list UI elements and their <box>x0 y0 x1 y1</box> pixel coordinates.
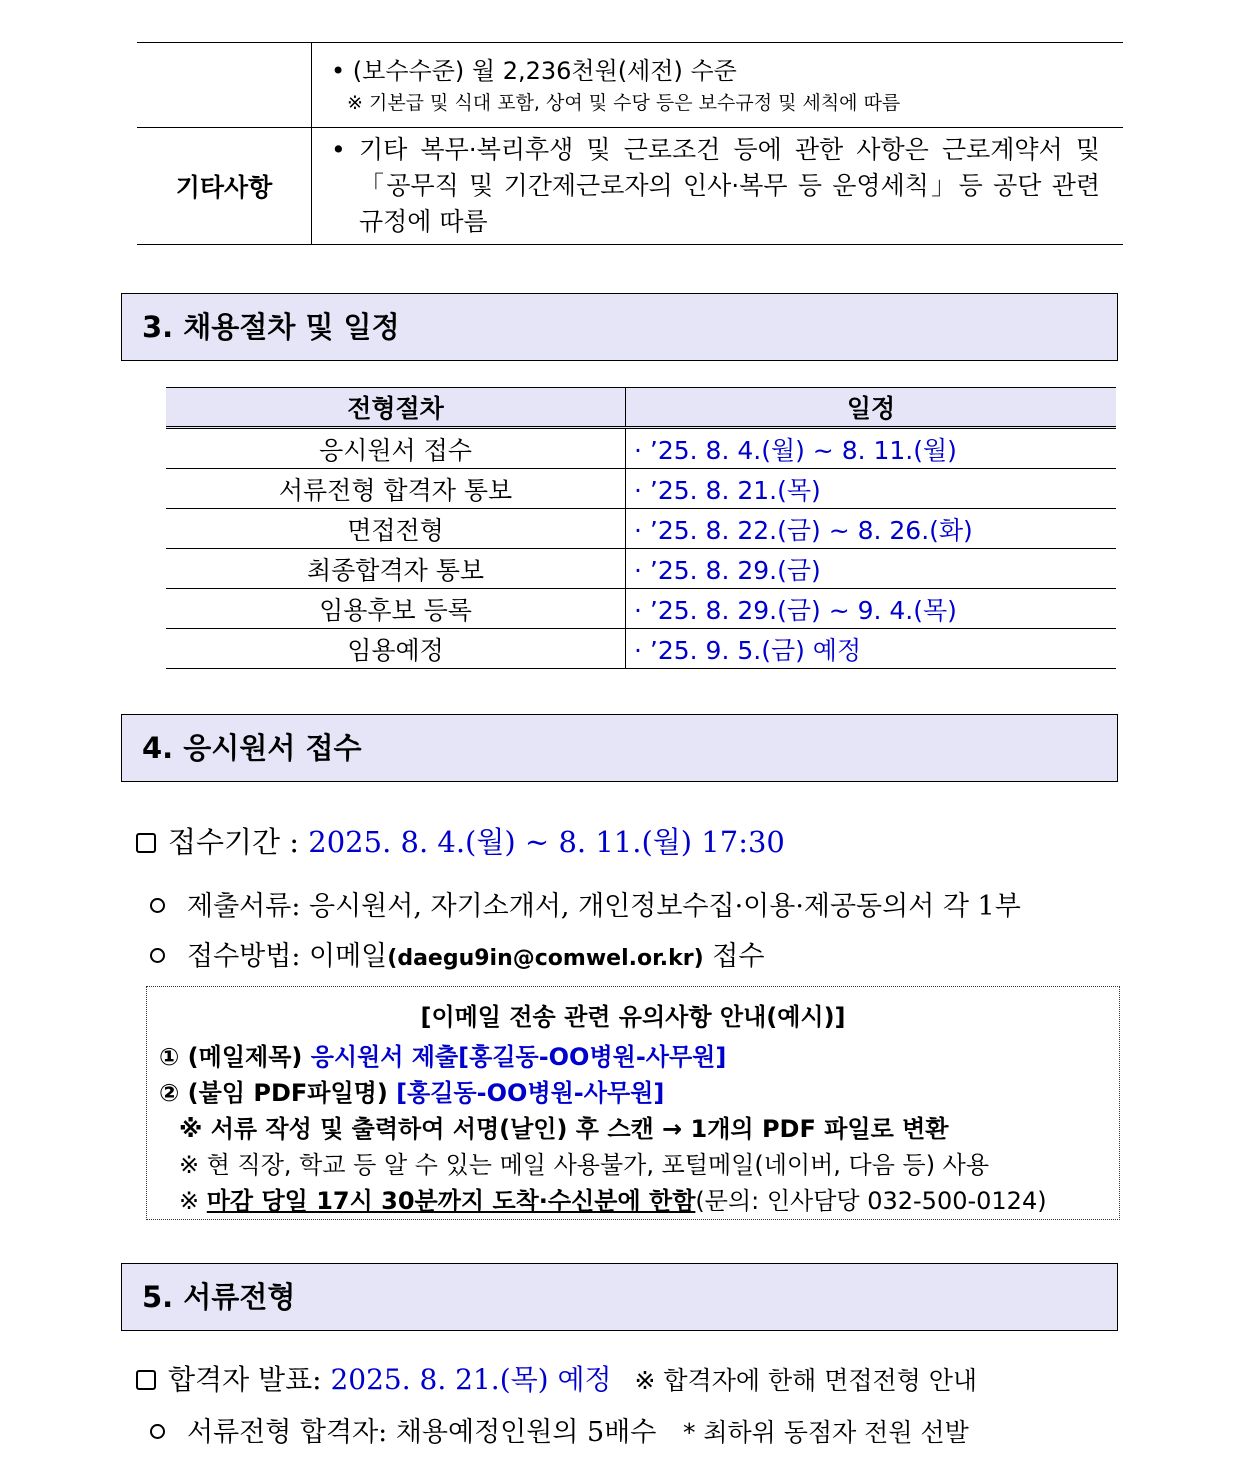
method-email: (daegu9in@comwel.or.kr) <box>387 946 704 971</box>
notice-item-2-value: [홍길동-OO병원-사무원] <box>396 1079 665 1107</box>
schedule-step: 임용후보 등록 <box>166 589 626 629</box>
circle-bullet-icon <box>150 898 165 913</box>
notice-item-2 <box>159 1073 664 1108</box>
notice-title: [이메일 전송 관련 유의사항 안내(예시)] <box>420 1003 846 1031</box>
section-4-header: 4. 응시원서 접수 <box>121 714 1118 782</box>
period-value: 2025. 8. 4.(월) ~ 8. 11.(월) 17:30 <box>308 825 785 859</box>
method-line <box>150 934 764 973</box>
etc-text-line-1: 기타 복무·복리후생 및 근로조건 등에 관한 사항은 근로계약서 및 <box>359 135 1100 164</box>
method-label: 접수방법: 이메일 <box>187 941 388 972</box>
table-row <box>166 549 1116 589</box>
notice-note-2: ※ 현 직장, 학교 등 알 수 있는 메일 사용불가, 포털메일(네이버, 다음 등) 사용 <box>179 1151 990 1179</box>
announce-label: 합격자 발표: <box>168 1363 322 1396</box>
schedule-step: 서류전형 합격자 통보 <box>166 469 626 509</box>
pass-line <box>150 1410 969 1449</box>
table-row <box>166 509 1116 549</box>
circle-bullet-icon <box>150 948 165 963</box>
etc-cell <box>312 128 1124 245</box>
notice-note-3-suffix: (문의: 인사담당 032-500-0124) <box>695 1187 1047 1215</box>
email-notice-box <box>146 986 1120 1220</box>
schedule-date: · ’25. 8. 29.(금) ~ 9. 4.(목) <box>626 589 1117 629</box>
notice-item-2-label: ② (붙임 PDF파일명) <box>159 1079 388 1107</box>
circle-bullet-icon <box>150 1424 165 1439</box>
bullet: • <box>331 135 346 164</box>
pay-cell <box>312 43 1124 128</box>
schedule-date: · ’25. 8. 4.(월) ~ 8. 11.(월) <box>626 428 1117 469</box>
pay-level: • (보수수준) 월 2,236천원(세전) 수준 <box>331 57 737 85</box>
period-label: 접수기간 : <box>168 825 300 859</box>
notice-note-3-prefix: ※ <box>179 1187 200 1215</box>
announce-line <box>136 1358 977 1398</box>
schedule-step: 최종합격자 통보 <box>166 549 626 589</box>
deadline-underlined: 마감 당일 17시 30분까지 도착·수신분에 한함 <box>206 1187 696 1215</box>
schedule-step: 임용예정 <box>166 629 626 669</box>
docs-line <box>150 884 1021 923</box>
announce-value: 2025. 8. 21.(목) 예정 <box>330 1363 612 1396</box>
table-row <box>166 428 1116 469</box>
schedule-header-date: 일정 <box>626 388 1117 428</box>
section-3-header: 3. 채용절차 및 일정 <box>121 293 1118 361</box>
square-bullet-icon <box>136 833 156 853</box>
notice-note-3 <box>179 1181 1047 1216</box>
empty-label-cell <box>137 43 312 128</box>
table-row <box>166 469 1116 509</box>
schedule-date: · ’25. 8. 29.(금) <box>626 549 1117 589</box>
schedule-step: 면접전형 <box>166 509 626 549</box>
method-suffix: 접수 <box>712 941 765 972</box>
pay-note: ※ 기본급 및 식대 포함, 상여 및 수당 등은 보수규정 및 세칙에 따름 <box>347 92 901 114</box>
schedule-header-step: 전형절차 <box>166 388 626 428</box>
schedule-table <box>166 387 1116 669</box>
schedule-date: · ’25. 8. 21.(목) <box>626 469 1117 509</box>
pass-label: 서류전형 합격자: 채용예정인원의 5배수 <box>187 1417 657 1448</box>
notice-item-1 <box>159 1037 726 1072</box>
conditions-table <box>137 42 1123 245</box>
schedule-date: · ’25. 9. 5.(금) 예정 <box>626 629 1117 669</box>
schedule-step: 응시원서 접수 <box>166 428 626 469</box>
notice-note-1: ※ 서류 작성 및 출력하여 서명(날인) 후 스캔 → 1개의 PDF 파일로 변환 <box>179 1115 949 1143</box>
etc-text-line-3: 규정에 따름 <box>359 207 488 236</box>
docs-text: 제출서류: 응시원서, 자기소개서, 개인정보수집·이용·제공동의서 각 1부 <box>187 891 1021 922</box>
table-row <box>166 629 1116 669</box>
notice-item-1-value: 응시원서 제출[홍길동-OO병원-사무원] <box>310 1043 727 1071</box>
notice-item-1-label: ① (메일제목) <box>159 1043 303 1071</box>
etc-text-line-2: 「공무직 및 기간제근로자의 인사·복무 등 운영세칙」등 공단 관련 <box>359 171 1100 200</box>
table-row <box>166 589 1116 629</box>
pass-note: * 최하위 동점자 전원 선발 <box>682 1418 969 1447</box>
square-bullet-icon <box>136 1370 156 1390</box>
etc-label: 기타사항 <box>137 128 312 245</box>
schedule-date: · ’25. 8. 22.(금) ~ 8. 26.(화) <box>626 509 1117 549</box>
period-line <box>136 820 785 861</box>
section-5-header: 5. 서류전형 <box>121 1263 1118 1331</box>
announce-note: ※ 합격자에 한해 면접전형 안내 <box>634 1366 978 1395</box>
